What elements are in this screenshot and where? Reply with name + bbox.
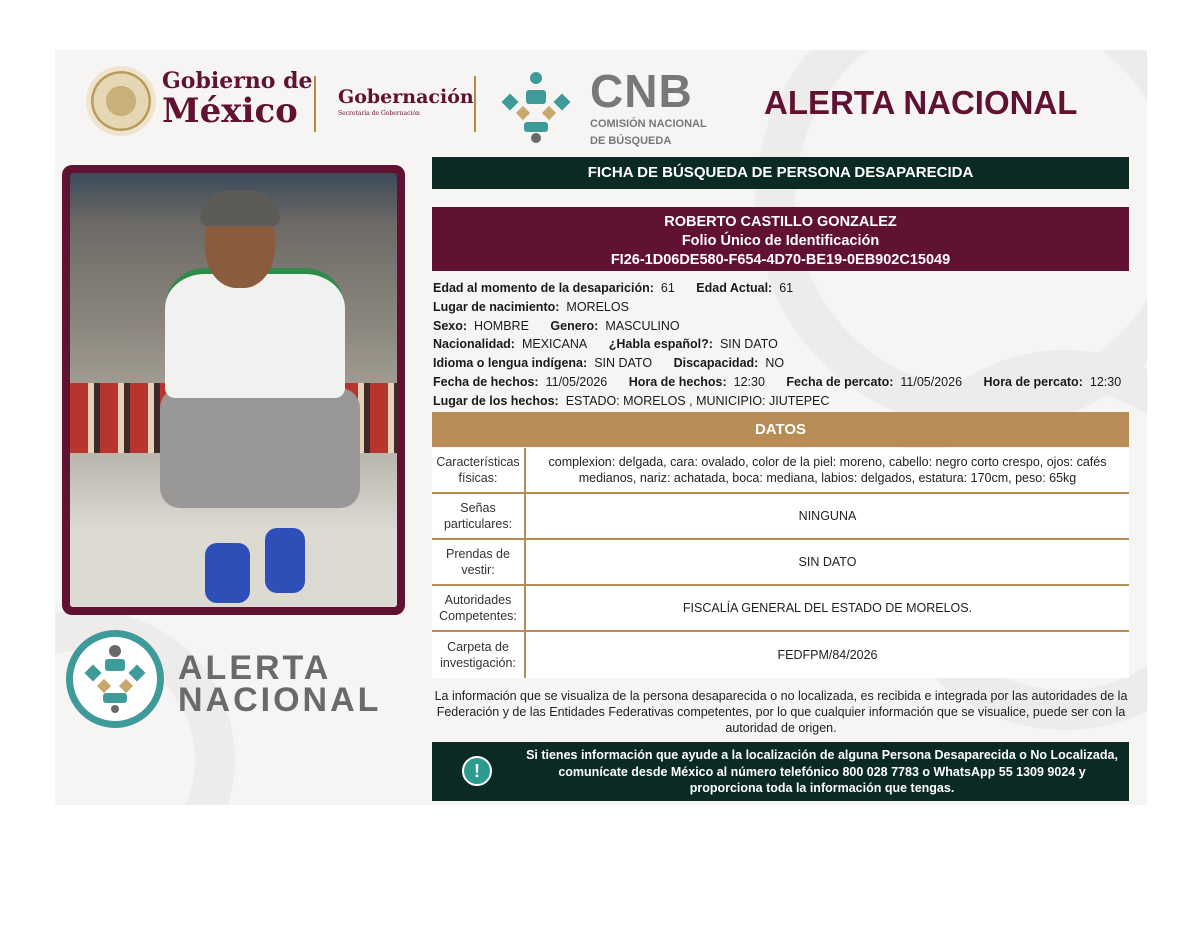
- sexo-label: Sexo:: [433, 318, 468, 333]
- photo-shirt: [165, 268, 345, 398]
- folio-label: Folio Único de Identificación: [681, 233, 880, 249]
- datos-table: [432, 448, 1129, 678]
- mexico-seal-icon: [86, 66, 156, 136]
- hora-percato-label: Hora de percato:: [983, 374, 1083, 389]
- info-row: [433, 373, 1133, 392]
- photo-shoe: [205, 543, 250, 603]
- nacimiento-value: MORELOS: [566, 299, 629, 314]
- edad-actual-value: 61: [779, 281, 794, 295]
- cnb-logo-text: [590, 65, 707, 148]
- alerta-nacional-logo: [66, 630, 406, 730]
- info-row: [433, 298, 1133, 317]
- espanol-label: ¿Habla español?:: [608, 337, 713, 352]
- idioma-value: SIN DATO: [594, 356, 653, 371]
- edad-actual-label: Edad Actual:: [696, 281, 773, 295]
- genero-value: MASCULINO: [605, 318, 680, 333]
- idioma-label: Idioma o lengua indígena:: [433, 356, 588, 371]
- disclaimer-text: La información que se visualiza de la persona desaparecida o no localizada, es recibida e integrada por las autoridades de la Federación y de las Entidades Federativas competentes, por lo que cualquier información que se visualice, puede ser con la autoridad de origen.: [434, 689, 1128, 735]
- divider: [314, 76, 316, 132]
- fecha-percato-value: 11/05/2026: [900, 374, 963, 389]
- cnb-subtitle-2: DE BÚSQUEDA: [590, 135, 672, 147]
- info-row: [433, 317, 1133, 336]
- row-label: Características físicas:: [432, 448, 526, 492]
- info-row: [433, 279, 1133, 298]
- row-value: FEDFPM/84/2026: [777, 648, 878, 662]
- discapacidad-label: Discapacidad:: [673, 356, 759, 371]
- table-row: [432, 448, 1129, 494]
- alerta-logo-circle-icon: [66, 630, 164, 728]
- photo-shoe: [265, 528, 305, 593]
- fecha-hechos-value: 11/05/2026: [545, 374, 608, 389]
- person-name-box: [432, 207, 1129, 271]
- table-row: [432, 494, 1129, 540]
- table-row: [432, 586, 1129, 632]
- header-logos: [86, 65, 726, 147]
- exclamation-icon: !: [462, 756, 492, 786]
- person-info: [433, 279, 1133, 411]
- info-row: [433, 392, 1133, 411]
- table-row: [432, 540, 1129, 586]
- gobierno-line1: Gobierno de: [162, 68, 313, 94]
- discapacidad-value: NO: [765, 356, 785, 371]
- fecha-percato-label: Fecha de percato:: [786, 374, 894, 389]
- gobierno-mexico-logo: [162, 68, 313, 131]
- photo-frame: [62, 165, 405, 615]
- row-value: FISCALÍA GENERAL DEL ESTADO DE MORELOS.: [682, 601, 973, 615]
- edad-desap-value: 61: [660, 281, 675, 295]
- alerta-logo-mark-icon: [73, 637, 157, 721]
- row-label: Autoridades Competentes:: [432, 586, 526, 630]
- contact-text: Si tienes información que ayude a la localización de alguna Persona Desaparecida o No Localizada, comunícate desde México al número telefónico 800 028 7783 o WhatsApp 55 1309 9024 y proporciona toda la información que tengas.: [526, 748, 1118, 795]
- alerta-nacional-title: ALERTA NACIONAL: [764, 84, 1078, 121]
- gobierno-line2: México: [162, 91, 298, 131]
- row-value: complexion: delgada, cara: ovalado, color de la piel: moreno, cabello: negro corto crespo, ojos: cafés medianos, nariz: achatada, boca: mediana, labios: delgados, estatura: 170cm, peso: 65kg: [548, 455, 1107, 485]
- alerta-logo-line2: NACIONAL: [178, 681, 382, 719]
- lugar-hechos-value: ESTADO: MORELOS , MUNICIPIO: JIUTEPEC: [565, 393, 830, 408]
- missing-person-photo: [70, 173, 397, 607]
- row-value: SIN DATO: [798, 555, 857, 569]
- alerta-logo-text: [178, 649, 382, 719]
- person-name: ROBERTO CASTILLO GONZALEZ: [664, 214, 897, 230]
- gobernacion-logo: [338, 86, 474, 117]
- alerta-logo-line1: ALERTA: [178, 649, 332, 687]
- sexo-value: HOMBRE: [474, 318, 529, 333]
- photo-hair: [200, 191, 280, 226]
- divider: [474, 76, 476, 132]
- nacionalidad-value: MEXICANA: [521, 337, 588, 352]
- gobernacion-subtitle: Secretaría de Gobernación: [338, 110, 420, 117]
- hora-percato-value: 12:30: [1089, 374, 1122, 389]
- cnb-title: CNB: [590, 65, 693, 117]
- row-label: Señas particulares:: [432, 494, 526, 538]
- folio-value: FI26-1D06DE580-F654-4D70-BE19-0EB902C15049: [610, 252, 951, 268]
- fecha-hechos-label: Fecha de hechos:: [433, 374, 539, 389]
- photo-pants: [160, 388, 360, 508]
- table-row: [432, 632, 1129, 678]
- row-value: NINGUNA: [798, 509, 857, 523]
- lugar-hechos-label: Lugar de los hechos:: [433, 393, 559, 408]
- cnb-mark-icon: [496, 66, 576, 146]
- info-row: [433, 354, 1133, 373]
- edad-desap-label: Edad al momento de la desaparición:: [433, 281, 654, 295]
- row-label: Prendas de vestir:: [432, 540, 526, 584]
- ficha-title-bar: FICHA DE BÚSQUEDA DE PERSONA DESAPARECIDA: [432, 157, 1129, 189]
- cnb-subtitle-1: COMISIÓN NACIONAL: [590, 118, 707, 130]
- hora-hechos-label: Hora de hechos:: [628, 374, 727, 389]
- row-label: Carpeta de investigación:: [432, 632, 526, 678]
- info-row: [433, 335, 1133, 354]
- contact-banner: [432, 742, 1129, 801]
- espanol-value: SIN DATO: [719, 337, 778, 352]
- hora-hechos-value: 12:30: [733, 374, 765, 389]
- datos-header: DATOS: [432, 412, 1129, 447]
- gobernacion-title: Gobernación: [338, 86, 474, 108]
- nacimiento-label: Lugar de nacimiento:: [433, 299, 560, 314]
- genero-label: Genero:: [550, 318, 599, 333]
- nacionalidad-label: Nacionalidad:: [433, 337, 515, 352]
